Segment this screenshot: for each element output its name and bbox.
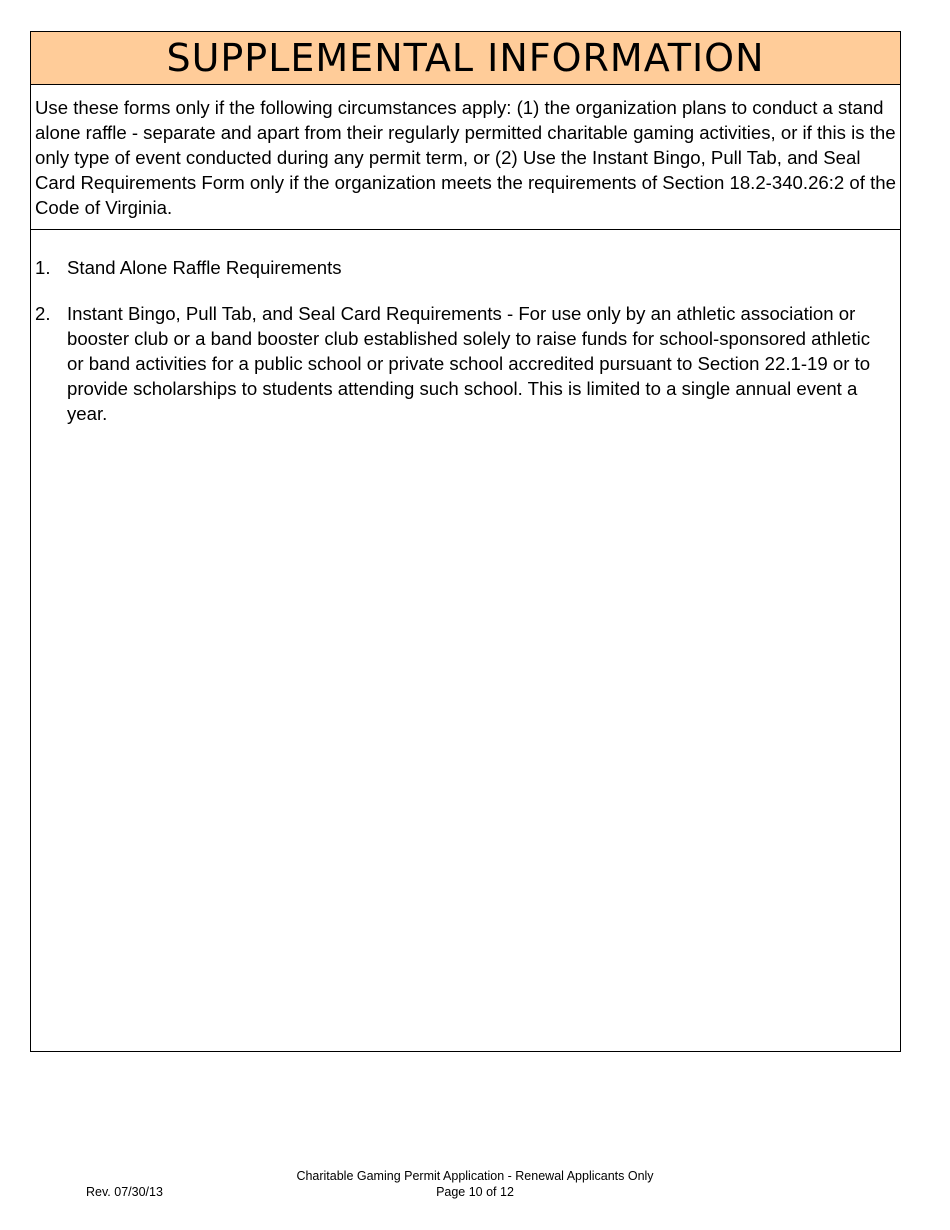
intro-text: Use these forms only if the following circumstances apply: (1) the organization plans to conduct a stand alone raffle - separate and apart from their regularly permitted charitable gaming activities, or if this is the only type of event conducted during any permit term, or (2) Use the Instant Bingo, Pull Tab, and Seal Card Requirements Form only if the organization meets the requirements of Section 18.2-340.26:2 of the Code of Virginia. bbox=[35, 97, 896, 218]
footer-page-number: Page 10 of 12 bbox=[436, 1185, 514, 1199]
page-title: SUPPLEMENTAL INFORMATION bbox=[31, 32, 900, 85]
list-item-text: Instant Bingo, Pull Tab, and Seal Card Requirements - For use only by an athletic association or booster club or a band booster club established solely to raise funds for school-sponsored athletic or band activities for a public school or private school accredited pursuant to Section 22.1-19 or to provide scholarships to students attending such school. This is limited to a single annual event a year. bbox=[67, 303, 871, 424]
list-item bbox=[35, 255, 886, 280]
list-item bbox=[35, 301, 886, 426]
footer-form-title: Charitable Gaming Permit Application - Renewal Applicants Only bbox=[296, 1169, 654, 1183]
footer-revision: Rev. 07/30/13 bbox=[86, 1185, 163, 1199]
list-item-number: 2. bbox=[35, 303, 51, 324]
list-item-number: 1. bbox=[35, 257, 51, 278]
list-item-text: Stand Alone Raffle Requirements bbox=[67, 257, 342, 278]
requirements-list bbox=[31, 230, 900, 426]
supplemental-info-form bbox=[30, 31, 901, 1052]
intro-section bbox=[31, 85, 900, 230]
